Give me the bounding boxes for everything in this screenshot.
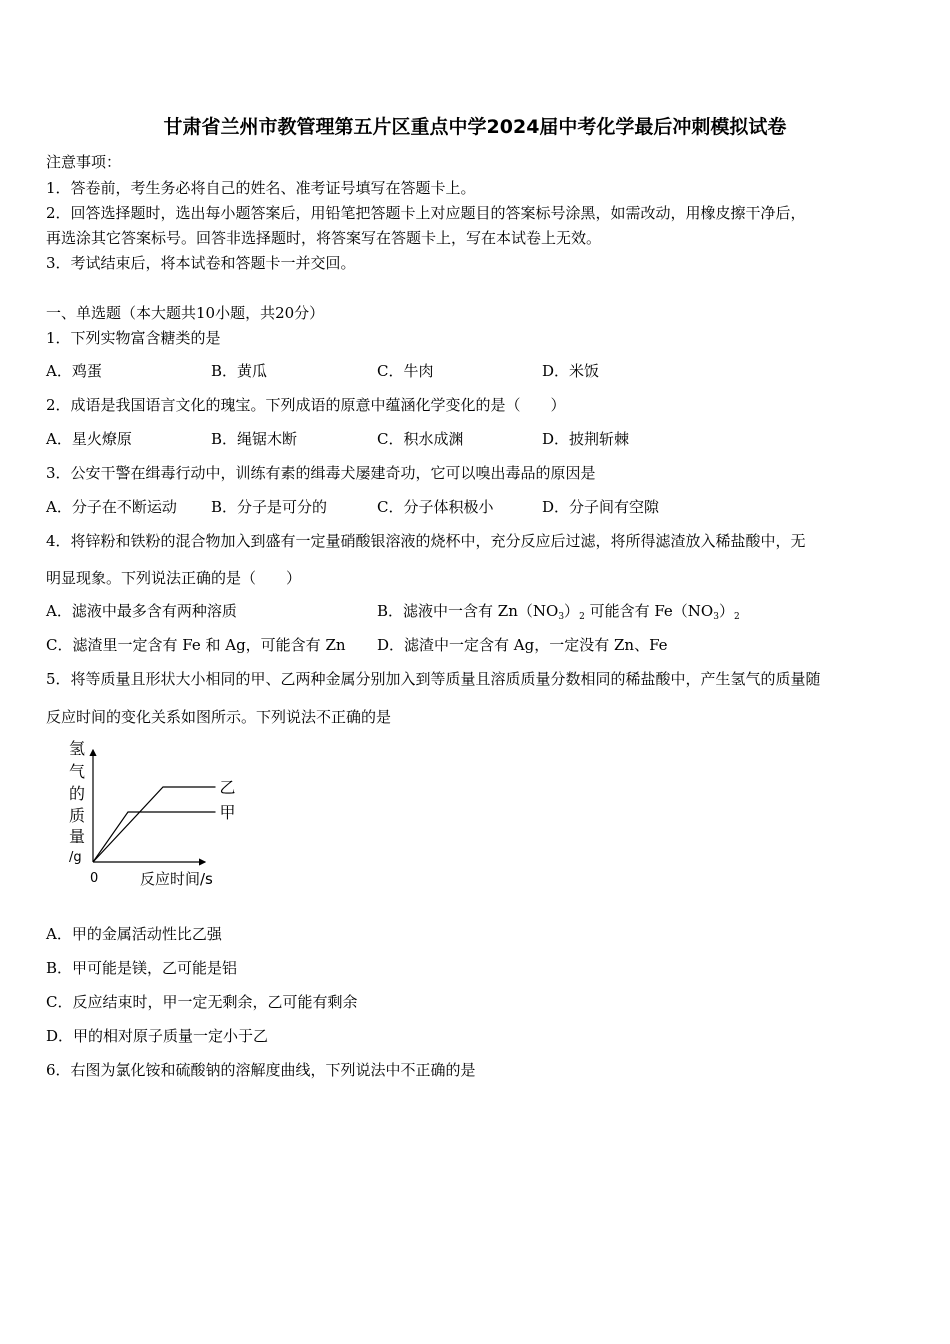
y-label-char-3: 的 — [69, 784, 86, 803]
page-title: 甘肃省兰州市教管理第五片区重点中学2024届中考化学最后冲刺模拟试卷 — [163, 116, 787, 138]
q1-option-b: B．黄瓜 — [211, 362, 268, 380]
q1-option-a: A．鸡蛋 — [46, 362, 102, 380]
q5-option-c: C．反应结束时，甲一定无剩余，乙可能有剩余 — [46, 993, 358, 1011]
q4-stem-line2: 明显现象。下列说法正确的是（ ） — [46, 569, 302, 587]
series-line-1 — [93, 787, 216, 862]
q1-option-d: D．米饭 — [542, 362, 600, 380]
q5-option-d: D．甲的相对原子质量一定小于乙 — [46, 1027, 269, 1045]
q5-stem-line2: 反应时间的变化关系如图所示。下列说法不正确的是 — [46, 708, 392, 726]
section-heading: 一、单选题（本大题共10小题，共20分） — [46, 304, 325, 322]
notes-item-3: 3．考试结束后，将本试卷和答题卡一并交回。 — [46, 254, 356, 272]
q3-stem: 3．公安干警在缉毒行动中，训练有素的缉毒犬屡建奇功，它可以嗅出毒品的原因是 — [46, 464, 596, 482]
y-label-char-4: 质 — [69, 806, 86, 825]
series-label-1: 乙 — [219, 778, 236, 797]
q2-option-b: B．绳锯木断 — [211, 430, 298, 448]
q2-option-c: C．积水成渊 — [377, 430, 464, 448]
notes-item-2-cont: 再选涂其它答案标号。回答非选择题时，将答案写在答题卡上，写在本试卷上无效。 — [46, 229, 602, 247]
q5-option-b: B．甲可能是镁，乙可能是铝 — [46, 959, 238, 977]
q2-stem: 2．成语是我国语言文化的瑰宝。下列成语的原意中蕴涵化学变化的是（ ） — [46, 396, 566, 414]
q1-option-c: C．牛肉 — [377, 362, 434, 380]
hydrogen-mass-chart — [60, 738, 240, 888]
q2-option-a: A．星火燎原 — [46, 430, 132, 448]
y-label-char-1: 氢 — [69, 739, 86, 758]
q4-option-c: C．滤渣里一定含有 Fe 和 Ag，可能含有 Zn — [46, 636, 346, 654]
y-label-char-5: 量 — [69, 827, 86, 846]
q1-stem: 1．下列实物富含糖类的是 — [46, 329, 221, 347]
notes-item-1: 1．答卷前，考生务必将自己的姓名、准考证号填写在答题卡上。 — [46, 179, 476, 197]
q3-option-b: B．分子是可分的 — [211, 498, 328, 516]
q3-option-a: A．分子在不断运动 — [46, 498, 177, 516]
notes-item-2: 2．回答选择题时，选出每小题答案后，用铅笔把答题卡上对应题目的答案标号涂黑，如需改动，用橡皮擦干净后， — [46, 204, 806, 222]
q4-option-a: A．滤液中最多含有两种溶质 — [46, 602, 237, 620]
q3-option-c: C．分子体积极小 — [377, 498, 494, 516]
x-axis-label: 反应时间/s — [140, 870, 213, 888]
y-unit: /g — [69, 850, 82, 865]
q4-stem-line1: 4．将锌粉和铁粉的混合物加入到盛有一定量硝酸银溶液的烧杯中，充分反应后过滤，将所得滤渣放入稀盐酸中，无 — [46, 532, 806, 550]
q3-option-d: D．分子间有空隙 — [542, 498, 660, 516]
q5-option-a: A．甲的金属活动性比乙强 — [46, 925, 222, 943]
q2-option-d: D．披荆斩棘 — [542, 430, 630, 448]
q4-option-d: D．滤渣中一定含有 Ag，一定没有 Zn、Fe — [377, 636, 668, 654]
origin-label: 0 — [90, 871, 99, 886]
q6-stem: 6．右图为氯化铵和硫酸钠的溶解度曲线，下列说法中不正确的是 — [46, 1061, 476, 1079]
series-label-2: 甲 — [219, 803, 236, 822]
notes-heading: 注意事项： — [46, 153, 122, 171]
series-line-2 — [93, 812, 216, 862]
y-label-char-2: 气 — [69, 762, 86, 781]
q5-stem-line1: 5．将等质量且形状大小相同的甲、乙两种金属分别加入到等质量且溶质质量分数相同的稀盐酸中，产生氢气的质量随 — [46, 670, 821, 688]
q4-option-b: B．滤液中一含有 $Zn(NO_3)_2$ 可能含有 $Fe(NO_3)_2$ — [377, 602, 740, 622]
